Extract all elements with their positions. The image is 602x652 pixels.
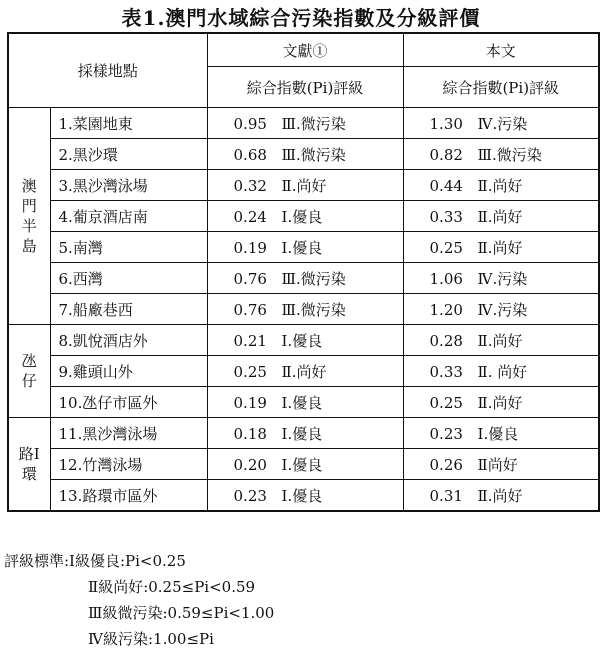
grade-label: Ⅱ.尚好 — [477, 331, 523, 350]
grade-label: Ⅱ. 尚好 — [477, 362, 528, 381]
grade-label: Ⅰ.優良 — [281, 331, 323, 350]
table-row — [8, 139, 599, 170]
index-value: 0.68 — [233, 145, 267, 164]
reference-value-cell — [207, 294, 403, 325]
grade-label: Ⅳ.污染 — [477, 114, 528, 133]
table-row — [8, 232, 599, 263]
this-study-value-cell — [403, 170, 599, 201]
site-cell: 1.菜園地東 — [50, 108, 207, 139]
grade-label: Ⅱ.尚好 — [281, 362, 327, 381]
this-study-value-cell — [403, 294, 599, 325]
index-value: 0.23 — [233, 486, 267, 505]
table-row — [8, 201, 599, 232]
reference-value-cell — [207, 418, 403, 449]
grade-label: Ⅰ.優良 — [281, 238, 323, 257]
index-value: 0.44 — [429, 176, 463, 195]
this-study-value-cell — [403, 480, 599, 512]
this-study-value-cell — [403, 449, 599, 480]
index-value: 0.32 — [233, 176, 267, 195]
region-char: 島 — [21, 237, 37, 256]
index-value: 0.76 — [233, 300, 267, 319]
this-study-value-cell — [403, 356, 599, 387]
grade-label: Ⅰ.優良 — [281, 207, 323, 226]
grade-label: Ⅲ.微污染 — [477, 145, 542, 164]
index-value: 1.06 — [429, 269, 463, 288]
reference-value-cell — [207, 139, 403, 170]
site-cell: 4.葡京酒店南 — [50, 201, 207, 232]
reference-value-cell — [207, 480, 403, 512]
this-study-value-cell — [403, 418, 599, 449]
site-cell: 12.竹灣泳場 — [50, 449, 207, 480]
this-study-column-header: 本文 — [403, 33, 599, 67]
grade-label: Ⅱ.尚好 — [477, 238, 523, 257]
index-value: 0.23 — [429, 424, 463, 443]
this-study-value-cell — [403, 201, 599, 232]
index-value: 0.31 — [429, 486, 463, 505]
table-row — [8, 108, 599, 139]
grade-label: Ⅲ.微污染 — [281, 300, 346, 319]
pollution-index-table — [7, 32, 600, 512]
index-value: 0.25 — [429, 393, 463, 412]
this-study-value-cell — [403, 108, 599, 139]
site-cell: 6.西灣 — [50, 263, 207, 294]
index-value: 0.20 — [233, 455, 267, 474]
table-row — [8, 356, 599, 387]
table-row — [8, 418, 599, 449]
legend-line: 評級標準:Ⅰ級優良:Pi<0.25 — [4, 552, 186, 570]
table-row — [8, 480, 599, 512]
index-value: 0.26 — [429, 455, 463, 474]
grade-label: Ⅰ.優良 — [281, 393, 323, 412]
grade-label: Ⅲ.微污染 — [281, 269, 346, 288]
index-value: 0.28 — [429, 331, 463, 350]
this-study-value-cell — [403, 387, 599, 418]
index-value: 0.25 — [429, 238, 463, 257]
index-value: 0.82 — [429, 145, 463, 164]
site-cell: 11.黑沙灣泳場 — [50, 418, 207, 449]
grade-label: Ⅰ.優良 — [281, 486, 323, 505]
table-row — [8, 294, 599, 325]
reference-value-cell — [207, 449, 403, 480]
reference-subheader: 綜合指數(Pi)評級 — [207, 67, 403, 108]
index-value: 0.33 — [429, 362, 463, 381]
reference-value-cell — [207, 170, 403, 201]
region-char: 澳 — [21, 176, 37, 195]
this-study-value-cell — [403, 232, 599, 263]
site-cell: 7.船廠巷西 — [50, 294, 207, 325]
grade-label: Ⅲ.微污染 — [281, 145, 346, 164]
legend-line: Ⅳ級污染:1.00≤Pi — [88, 630, 214, 648]
grade-label: Ⅱ.尚好 — [281, 176, 327, 195]
region-char: 半 — [21, 217, 37, 235]
region-char: 路Ⅰ — [18, 444, 40, 463]
site-cell: 2.黑沙環 — [50, 139, 207, 170]
table-title: 表1.澳門水域綜合污染指數及分級評價 — [121, 6, 481, 30]
site-cell: 10.氹仔市區外 — [50, 387, 207, 418]
reference-value-cell — [207, 108, 403, 139]
region-label — [8, 418, 50, 512]
grade-label: Ⅰ.優良 — [281, 424, 323, 443]
reference-value-cell — [207, 263, 403, 294]
index-value: 0.25 — [233, 362, 267, 381]
index-value: 0.21 — [233, 331, 267, 350]
legend-line: Ⅲ級微污染:0.59≤Pi<1.00 — [88, 604, 275, 622]
table-row — [8, 263, 599, 294]
index-value: 1.20 — [429, 300, 463, 319]
site-cell: 3.黑沙灣泳場 — [50, 170, 207, 201]
reference-value-cell — [207, 201, 403, 232]
grade-label: Ⅰ.優良 — [281, 455, 323, 474]
region-label — [8, 325, 50, 418]
table-row — [8, 170, 599, 201]
grade-label: Ⅳ.污染 — [477, 300, 528, 319]
table-row — [8, 449, 599, 480]
site-column-header: 採樣地點 — [8, 33, 207, 108]
grade-label: Ⅱ.尚好 — [477, 207, 523, 226]
site-cell: 9.雞頭山外 — [50, 356, 207, 387]
region-char: 環 — [21, 465, 37, 483]
region-label — [8, 108, 50, 325]
legend-line: Ⅱ級尚好:0.25≤Pi<0.59 — [88, 578, 256, 596]
index-value: 0.18 — [233, 424, 267, 443]
region-char: 仔 — [21, 372, 37, 390]
table-row — [8, 387, 599, 418]
reference-value-cell — [207, 356, 403, 387]
region-char: 氹 — [21, 351, 37, 370]
reference-column-header: 文獻① — [207, 33, 403, 67]
region-char: 門 — [21, 196, 37, 215]
index-value: 1.30 — [429, 114, 463, 133]
grade-label: Ⅱ.尚好 — [477, 393, 523, 412]
index-value: 0.33 — [429, 207, 463, 226]
grade-label: Ⅱ尚好 — [477, 455, 518, 474]
table-row — [8, 325, 599, 356]
this-study-value-cell — [403, 139, 599, 170]
this-study-value-cell — [403, 263, 599, 294]
this-study-subheader: 綜合指數(Pi)評級 — [403, 67, 599, 108]
reference-value-cell — [207, 232, 403, 263]
grading-legend — [4, 548, 274, 652]
index-value: 0.95 — [233, 114, 267, 133]
grade-label: Ⅱ.尚好 — [477, 486, 523, 505]
grade-label: Ⅱ.尚好 — [477, 176, 523, 195]
index-value: 0.19 — [233, 238, 267, 257]
grade-label: Ⅲ.微污染 — [281, 114, 346, 133]
reference-value-cell — [207, 325, 403, 356]
site-cell: 5.南灣 — [50, 232, 207, 263]
index-value: 0.24 — [233, 207, 267, 226]
index-value: 0.19 — [233, 393, 267, 412]
grade-label: Ⅰ.優良 — [477, 424, 519, 443]
grade-label: Ⅳ.污染 — [477, 269, 528, 288]
index-value: 0.76 — [233, 269, 267, 288]
site-cell: 13.路環市區外 — [50, 480, 207, 512]
reference-value-cell — [207, 387, 403, 418]
site-cell: 8.凱悅酒店外 — [50, 325, 207, 356]
this-study-value-cell — [403, 325, 599, 356]
